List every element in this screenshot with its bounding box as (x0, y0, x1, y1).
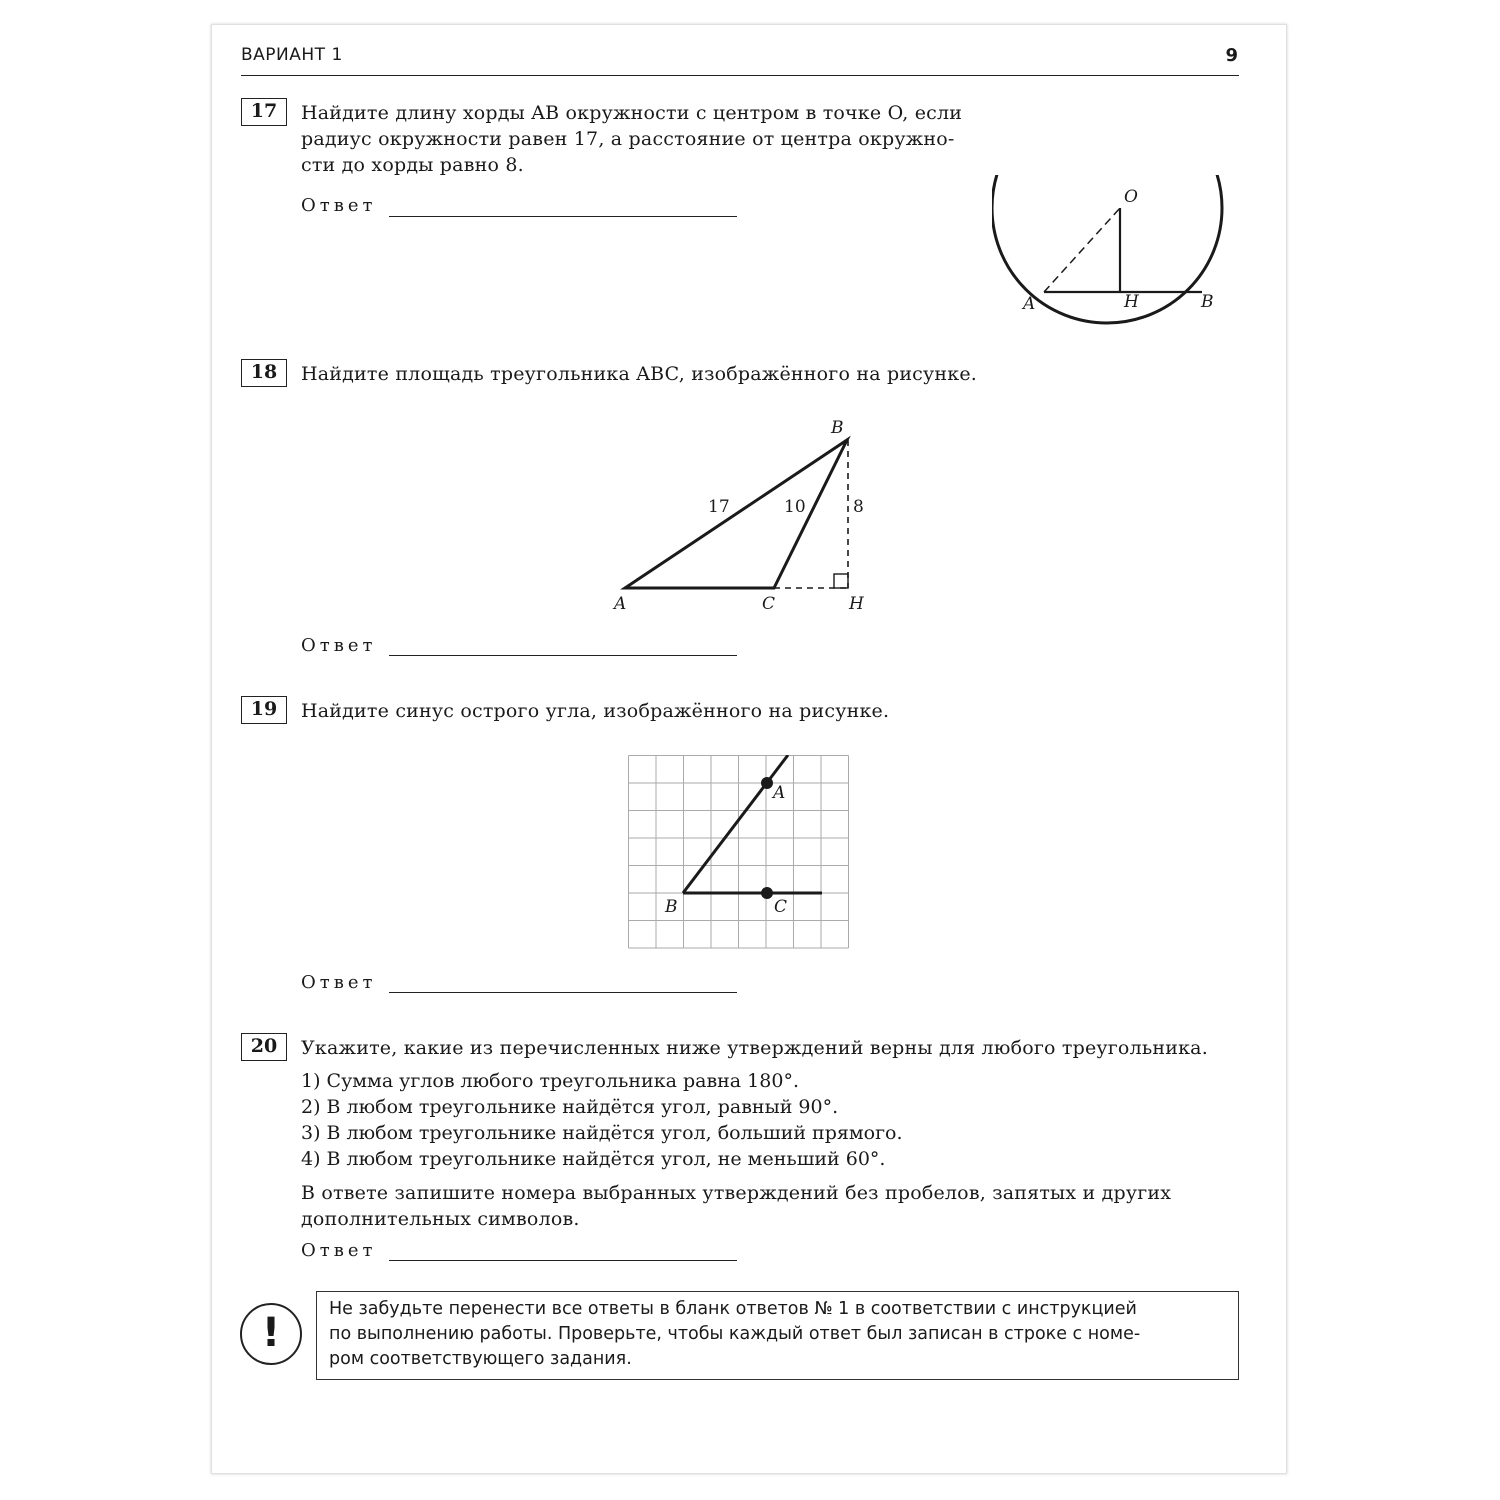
task-19-grid-figure (628, 755, 852, 951)
variant-header: ВАРИАНТ 1 (241, 45, 343, 65)
point-a (761, 777, 773, 789)
label-a: A (614, 594, 627, 614)
label-b: B (665, 897, 678, 917)
task-18-number: 18 (241, 359, 287, 387)
task-19-text: Найдите синус острого угла, изображённого на рисунке. (301, 700, 890, 722)
task-18-answer-field[interactable] (389, 655, 737, 656)
segment-oa-dashed (1044, 208, 1120, 292)
task-17-line-2: радиус окружности равен 17, а расстояние от центра окружно- (301, 128, 955, 150)
instruction-line-1: В ответе запишите номера выбранных утверждений без пробелов, запятых и других (301, 1182, 1172, 1204)
instruction-line-2: дополнительных символов. (301, 1208, 580, 1230)
task-17-line-1: Найдите длину хорды AB окружности с центром в точке O, если (301, 102, 963, 124)
exclamation-icon: ! (240, 1303, 302, 1365)
statement-4: 4) В любом треугольнике найдётся угол, не меньший 60°. (301, 1148, 886, 1170)
grid (629, 756, 849, 949)
statement-3: 3) В любом треугольнике найдётся угол, больший прямого. (301, 1122, 903, 1144)
task-19-answer-field[interactable] (389, 992, 737, 993)
statement-1: 1) Сумма углов любого треугольника равна 180°. (301, 1070, 799, 1092)
label-b: B (831, 418, 844, 438)
task-17-answer-field[interactable] (389, 216, 737, 217)
notice-line-3: ром соответствующего задания. (329, 1349, 632, 1369)
ray-ba (683, 755, 788, 893)
label-side-ab: 17 (708, 497, 730, 517)
page-number: 9 (1225, 45, 1238, 66)
task-20-number: 20 (241, 1033, 287, 1061)
triangle-abc (625, 440, 847, 588)
task-17-answer-label: Ответ (301, 195, 377, 216)
task-17-text (301, 100, 991, 178)
label-h: H (849, 594, 864, 614)
label-o: O (1124, 187, 1138, 207)
transfer-answers-notice (316, 1291, 1239, 1380)
task-20-answer-field[interactable] (389, 1260, 737, 1261)
task-17-number: 17 (241, 98, 287, 126)
task-20-text: Укажите, какие из перечисленных ниже утверждений верны для любого треугольника. (301, 1037, 1208, 1059)
task-19-number: 19 (241, 696, 287, 724)
notice-line-2: по выполнению работы. Проверьте, чтобы каждый ответ был записан в строке с номе- (329, 1324, 1141, 1344)
task-20-statements (301, 1068, 903, 1172)
label-h: H (1124, 292, 1139, 312)
header-rule (241, 75, 1239, 76)
statement-2: 2) В любом треугольнике найдётся угол, равный 90°. (301, 1096, 839, 1118)
label-c: C (774, 897, 788, 917)
right-angle-mark (834, 574, 848, 588)
task-18-text: Найдите площадь треугольника ABC, изображённого на рисунке. (301, 363, 978, 385)
label-a: A (1023, 294, 1036, 314)
label-b: B (1201, 292, 1214, 312)
label-c: C (762, 594, 776, 614)
task-18-answer-label: Ответ (301, 635, 377, 656)
label-a: A (773, 783, 786, 803)
task-17-line-3: сти до хорды равно 8. (301, 154, 524, 176)
point-c (761, 887, 773, 899)
label-side-bc: 10 (784, 497, 806, 517)
label-height-bh: 8 (853, 497, 864, 517)
exam-page (211, 24, 1287, 1474)
task-18-triangle-figure (612, 425, 872, 605)
notice-line-1: Не забудьте перенести все ответы в бланк ответов № 1 в соответствии с инструкцией (329, 1299, 1137, 1319)
task-19-answer-label: Ответ (301, 972, 377, 993)
task-20-answer-label: Ответ (301, 1240, 377, 1261)
task-20-instruction (301, 1180, 1239, 1232)
